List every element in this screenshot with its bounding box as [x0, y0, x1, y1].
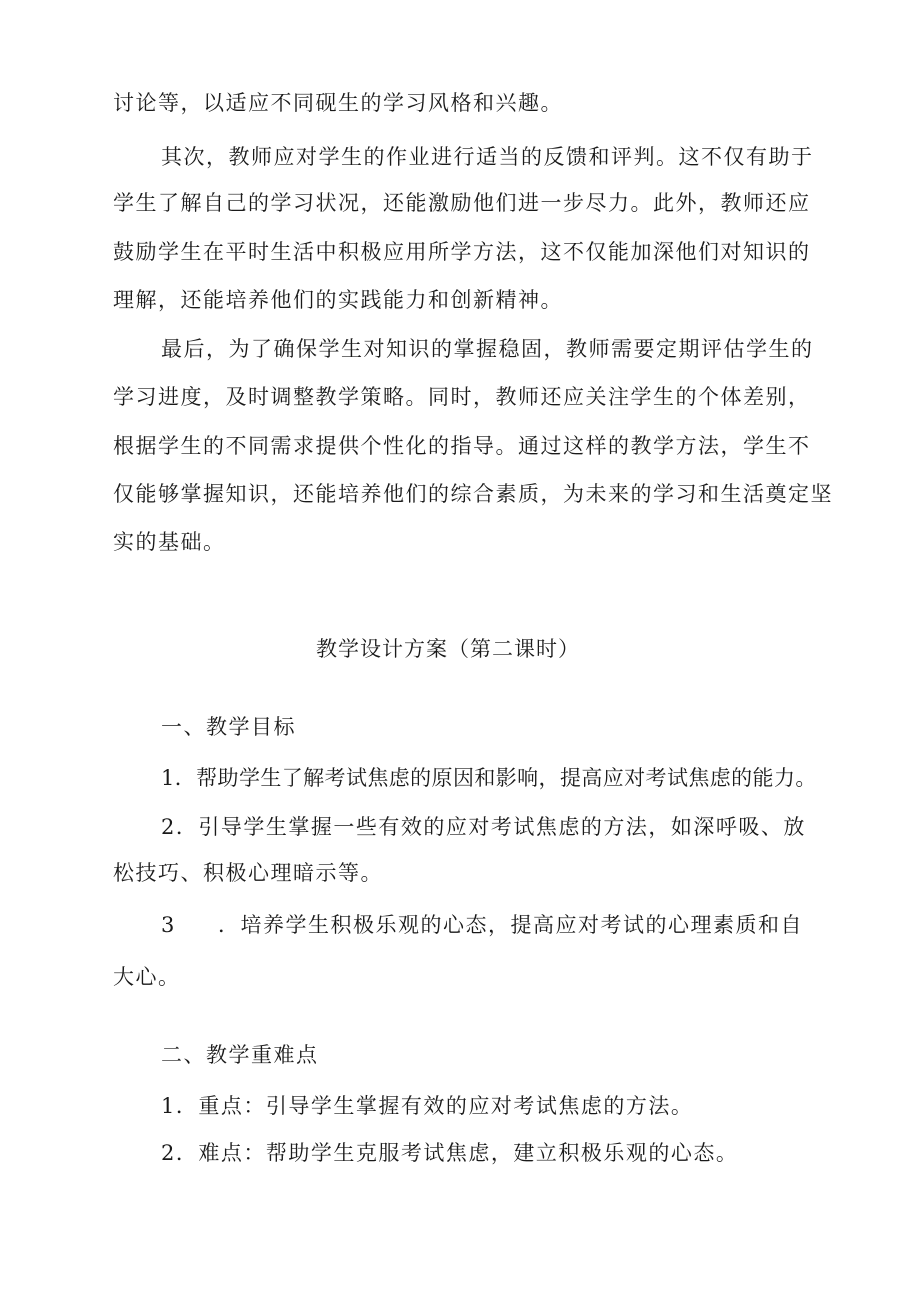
- paragraph-line: 理解，还能培养他们的实践能力和创新精神。: [113, 288, 563, 312]
- paragraph-line: 仅能够掌握知识，还能培养他们的综合素质，为未来的学习和生活奠定坚: [113, 482, 833, 506]
- paragraph-line: 实的基础。: [113, 530, 226, 554]
- list-item: ．培养学生积极乐观的心态，提高应对考试的心理素质和自: [218, 913, 803, 937]
- paragraph-line: 最后，为了确保学生对知识的掌握稳固，教师需要定期评估学生的: [161, 337, 814, 361]
- section-heading: 二、教学重难点: [161, 1043, 319, 1067]
- list-item-continuation: 松技巧、积极心理暗示等。: [113, 861, 383, 885]
- paragraph-line: 讨论等，以适应不同砚生的学习风格和兴趣。: [113, 91, 563, 115]
- paragraph-line: 鼓励学生在平时生活中积极应用所学方法，这不仅能加深他们对知识的: [113, 240, 811, 264]
- list-item: 2．难点：帮助学生克服考试焦虑，建立积极乐观的心态。: [161, 1141, 739, 1165]
- list-item: 1．帮助学生了解考试焦虑的原因和影响，提高应对考试焦虑的能力。: [161, 766, 817, 790]
- paragraph-line: 其次，教师应对学生的作业进行适当的反馈和评判。这不仅有助于: [161, 145, 814, 169]
- list-item-number: 3: [161, 913, 176, 937]
- paragraph-line: 学习进度，及时调整教学策略。同时，教师还应关注学生的个体差别，: [113, 385, 811, 409]
- section-title: 教学设计方案（第二课时）: [316, 637, 580, 661]
- section-heading: 一、教学目标: [161, 715, 296, 739]
- list-item: 1．重点：引导学生掌握有效的应对考试焦虑的方法。: [161, 1094, 694, 1118]
- paragraph-line: 根据学生的不同需求提供个性化的指导。通过这样的教学方法，学生不: [113, 434, 811, 458]
- list-item: 2．引导学生掌握一些有效的应对考试焦虑的方法，如深呼吸、放: [161, 815, 806, 839]
- list-item-continuation: 大心。: [113, 965, 181, 989]
- paragraph-line: 学生了解自己的学习状况，还能激励他们进一步尽力。此外，教师还应: [113, 191, 811, 215]
